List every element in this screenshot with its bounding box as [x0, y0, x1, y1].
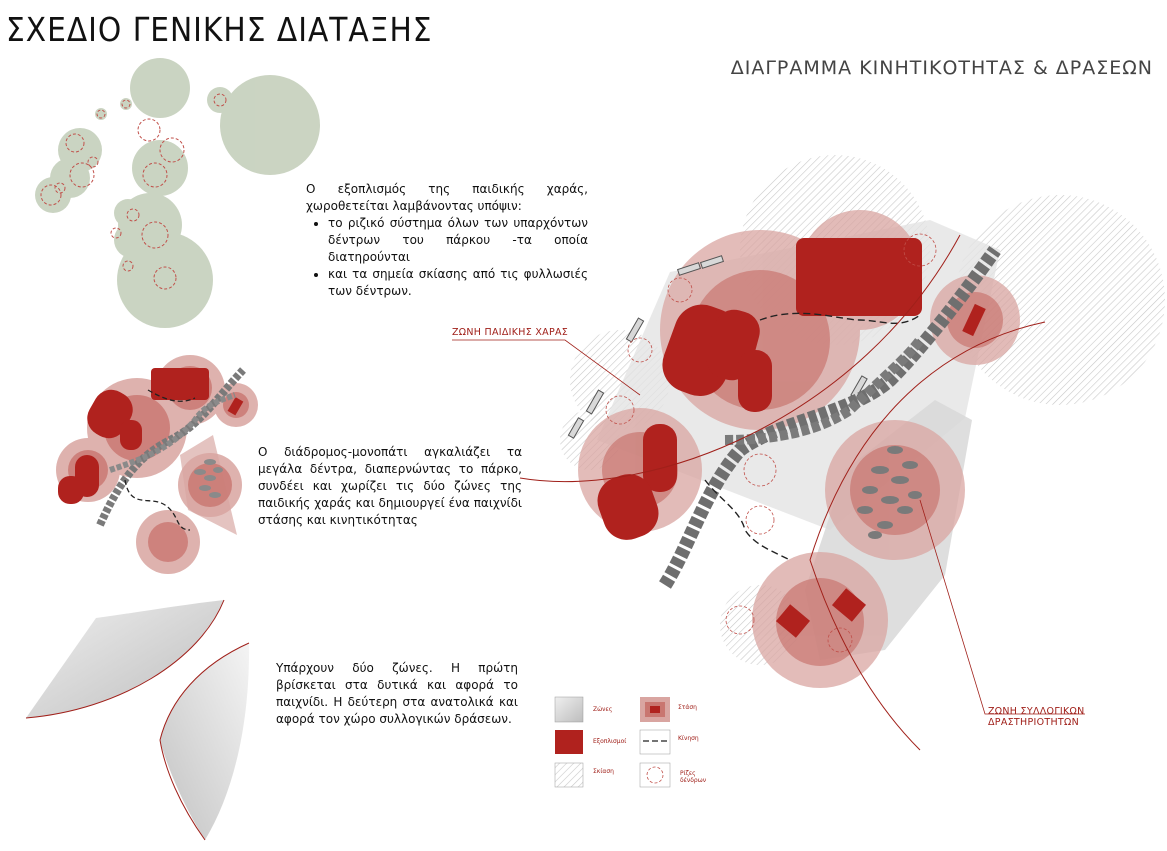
tree-canopy-diagram — [35, 58, 320, 328]
path-text: Ο διάδρομος-μονοπάτι αγκαλιάζει τα μεγάλα δέντρα, διαπερνώντας το πάρκο, συνδέει και χωρίζει τις δύο ζώνες της παιδικής χαράς και δημιουργεί ένα παιχνίδι στάσης και κινητικότητας — [258, 445, 522, 527]
play-zone-label: ΖΩΝΗ ΠΑΙΔΙΚΗΣ ΧΑΡΑΣ — [452, 327, 569, 338]
page-subtitle: ΔΙΑΓΡΑΜΜΑ ΚΙΝΗΤΙΚΟΤΗΤΑΣ & ΔΡΑΣΕΩΝ — [730, 57, 1153, 79]
legend-label-shade: Σκίαση — [593, 768, 614, 775]
zones-text: Υπάρχουν δύο ζώνες. Η πρώτη βρίσκεται στα δυτικά και αφορά το παιχνίδι. Η δεύτερη στα ανατολικά και αφορά τον χώρο συλλογικών δράσεων. — [276, 661, 518, 726]
legend-label-roots: Ρίζες δένδρων — [680, 770, 707, 784]
equipment-text — [306, 181, 588, 300]
zones-diagram — [26, 600, 249, 840]
collective-zone-label-2: ΔΡΑΣΤΗΡΙΟΤΗΤΩΝ — [988, 717, 1079, 728]
equipment-intro: Ο εξοπλισμός της παιδικής χαράς, χωροθετείται λαμβάνοντας υπόψιν: — [306, 182, 588, 213]
equipment-bullets — [306, 215, 588, 300]
legend-label-movement: Κίνηση — [678, 735, 699, 742]
path-diagram — [56, 355, 258, 574]
equipment-bullet-1: • το ριζικό σύστημα όλων των υπαρχόντων δέντρων του πάρκου -τα οποία διατηρούνται — [328, 215, 588, 266]
equipment-bullet-2: • και τα σημεία σκίασης από τις φυλλωσιές των δέντρων. — [328, 266, 588, 300]
legend-label-equipment: Εξοπλισμοί — [593, 738, 627, 745]
page-title: ΣΧΕΔΙΟ ΓΕΝΙΚΗΣ ΔΙΑΤΑΞΗΣ — [6, 10, 433, 49]
legend-label-stop: Στάση — [678, 704, 697, 711]
legend-label-zones: Ζώνες — [593, 706, 613, 713]
collective-zone-label-1: ΖΩΝΗ ΣΥΛΛΟΓΙΚΩΝ — [988, 706, 1085, 717]
